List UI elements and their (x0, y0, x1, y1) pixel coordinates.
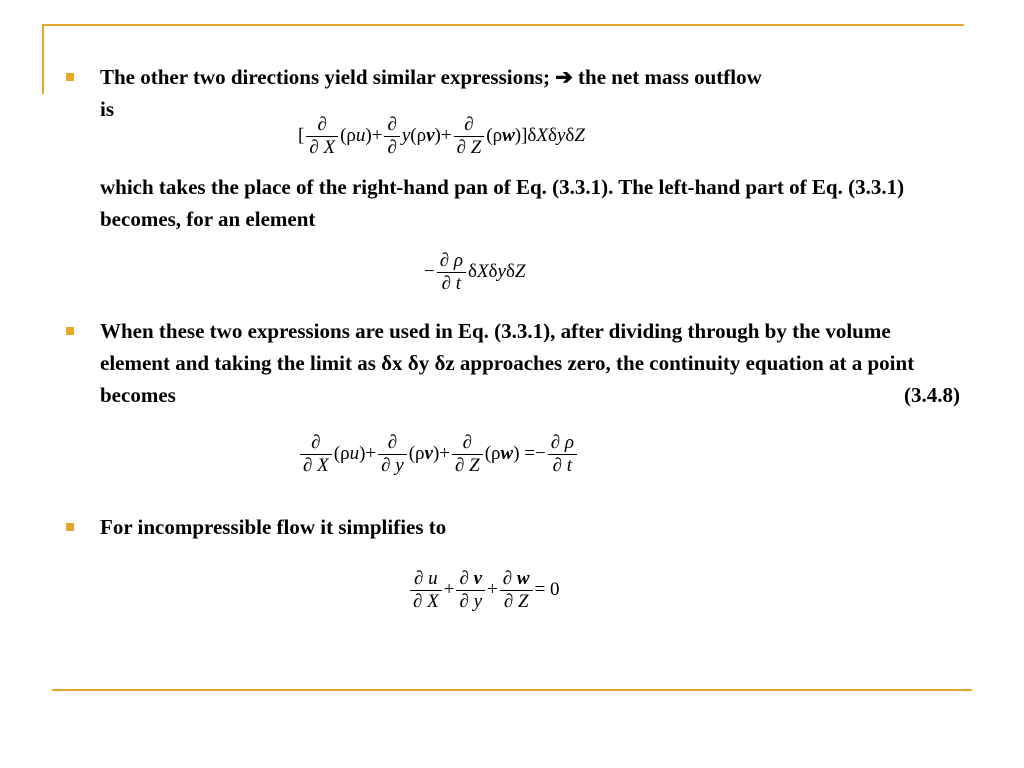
bullet-1-line2: is (100, 97, 115, 121)
equation-number: (3.4.8) (904, 383, 960, 407)
equation-net-outflow: [ $\frac{\partial}{\partial X}$ (ρu)+ $\frac{\partial}{\partial}$ y(ρv)+ $\frac{\partial}{\partial Z}$ (ρw)]δXδyδZ (298, 114, 585, 158)
bullet-2-body: When these two expressions are used in Eq. (3.3.1), after dividing through by the volume element and taking the limit as δx δy δz approaches zero, the continuity equation at a point becomes (100, 319, 915, 407)
equation-incompressible: $\frac{\partial u}{\partial X}$ + $\frac{\partial v}{\partial y}$ + $\frac{\partial w}{\partial Z}$ = 0 (408, 568, 560, 613)
bullet-marker (66, 523, 74, 531)
bullet-2-text (100, 315, 960, 411)
bottom-rule (52, 689, 972, 691)
equation-left-hand: − $\frac{\partial \rho}{\partial t}$ δXδyδZ (424, 250, 526, 294)
left-rule (42, 24, 44, 94)
bullet-marker (66, 327, 74, 335)
bullet-1-continuation: which takes the place of the right-hand pan of Eq. (3.3.1). The left-hand part of Eq. (3.3.1) becomes, for an element (100, 175, 905, 231)
bullet-3-text: For incompressible flow it simplifies to (100, 515, 447, 539)
top-rule (42, 24, 964, 26)
bullet-marker (66, 73, 74, 81)
bullet-1-line1: The other two directions yield similar expressions; ➔ the net mass outflow (100, 65, 762, 89)
equation-continuity: $\frac{\partial}{\partial X}$ (ρu)+ $\frac{\partial}{\partial y}$ (ρv)+ $\frac{\partial}{\partial Z}$ (ρw) =− $\frac{\partial \rho}{\partial t}$ (298, 432, 579, 477)
